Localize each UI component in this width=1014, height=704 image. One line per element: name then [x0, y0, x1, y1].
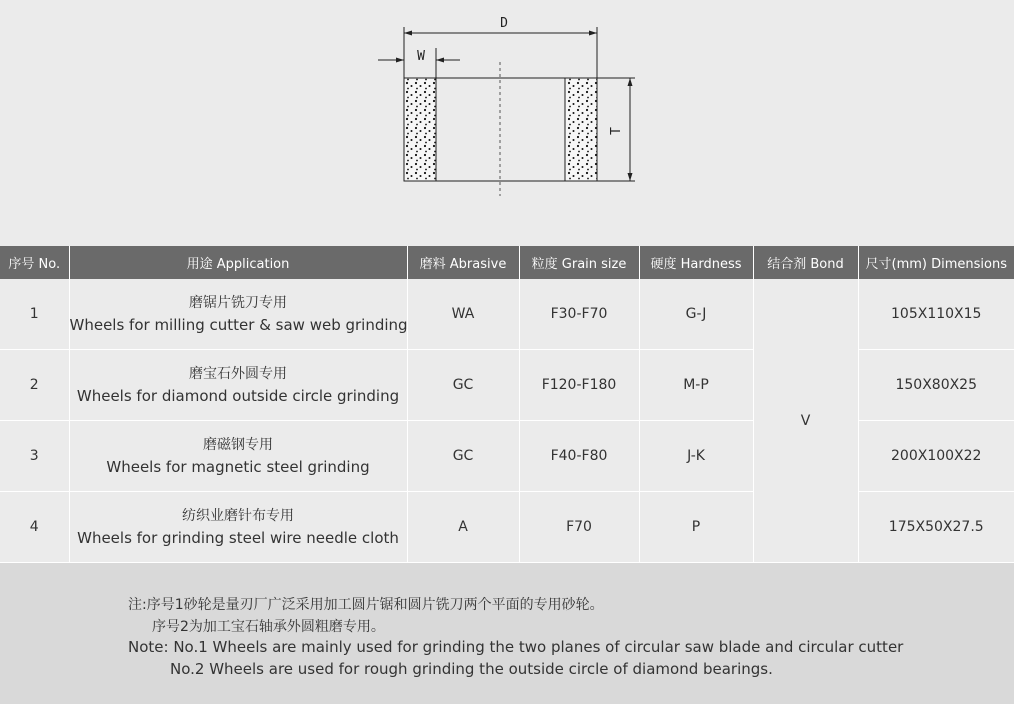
- cell-application: [69, 279, 407, 350]
- cell-application: [69, 350, 407, 421]
- cell-no: 1: [0, 279, 69, 350]
- note-en-line-1: Note: No.1 Wheels are mainly used for grinding the two planes of circular saw blade and circular cutter: [128, 638, 904, 656]
- t-arrow-top: [628, 78, 633, 86]
- table-row: [0, 421, 1014, 492]
- cell-grain-size: F40-F80: [519, 421, 639, 492]
- application-en: Wheels for diamond outside circle grinding: [76, 387, 400, 405]
- cell-grain-size: F120-F180: [519, 350, 639, 421]
- left-abrasive-section: [404, 78, 436, 181]
- cell-hardness: J-K: [639, 421, 753, 492]
- header-bond: 结合剂 Bond: [753, 246, 858, 279]
- note-en-line-2: No.2 Wheels are used for rough grinding the outside circle of diamond bearings.: [170, 660, 773, 678]
- table-row: [0, 492, 1014, 563]
- header-dimensions: 尺寸(mm) Dimensions: [858, 246, 1014, 279]
- t-arrow-bottom: [628, 173, 633, 181]
- cell-grain-size: F30-F70: [519, 279, 639, 350]
- cell-grain-size: F70: [519, 492, 639, 563]
- notes-section: [0, 563, 1014, 704]
- cell-abrasive: WA: [407, 279, 519, 350]
- table-row: [0, 350, 1014, 421]
- application-zh: 纺织业磨针布专用: [182, 508, 294, 524]
- cell-hardness: P: [639, 492, 753, 563]
- application-zh: 磨锯片铣刀专用: [189, 295, 287, 311]
- table-row: [0, 279, 1014, 350]
- header-abrasive: 磨料 Abrasive: [407, 246, 519, 279]
- w-arrow-right: [436, 58, 444, 63]
- cell-application: [69, 492, 407, 563]
- table-header-row: [0, 246, 1014, 279]
- cell-no: 2: [0, 350, 69, 421]
- application-en: Wheels for magnetic steel grinding: [106, 458, 370, 476]
- d-arrow-left: [404, 31, 412, 36]
- wheel-cross-section-diagram: [0, 0, 1014, 246]
- header-hardness: 硬度 Hardness: [639, 246, 753, 279]
- w-label: W: [417, 49, 425, 64]
- d-label: D: [500, 16, 508, 31]
- cell-dimensions: 150X80X25: [858, 350, 1014, 421]
- cell-dimensions: 200X100X22: [858, 421, 1014, 492]
- application-en: Wheels for milling cutter & saw web grinding: [69, 316, 408, 334]
- cell-abrasive: GC: [407, 421, 519, 492]
- application-en: Wheels for grinding steel wire needle cloth: [77, 529, 399, 547]
- note-zh-line-2: 序号2为加工宝石轴承外圆粗磨专用。: [152, 619, 385, 635]
- cell-abrasive: GC: [407, 350, 519, 421]
- w-arrow-left: [396, 58, 404, 63]
- cell-hardness: M-P: [639, 350, 753, 421]
- application-zh: 磨磁钢专用: [203, 437, 273, 453]
- specification-table: [0, 246, 1014, 563]
- header-no: 序号 No.: [0, 246, 69, 279]
- header-grain-size: 粒度 Grain size: [519, 246, 639, 279]
- cell-abrasive: A: [407, 492, 519, 563]
- cell-application: [69, 421, 407, 492]
- cell-dimensions: 105X110X15: [858, 279, 1014, 350]
- note-zh-line-1: 注:序号1砂轮是量刃厂广泛采用加工圆片锯和圆片铣刀两个平面的专用砂轮。: [128, 597, 604, 613]
- cell-no: 4: [0, 492, 69, 563]
- application-zh: 磨宝石外圆专用: [189, 366, 287, 382]
- cell-no: 3: [0, 421, 69, 492]
- cell-hardness: G-J: [639, 279, 753, 350]
- right-abrasive-section: [565, 78, 597, 181]
- header-application: 用途 Application: [69, 246, 407, 279]
- d-arrow-right: [589, 31, 597, 36]
- t-label: T: [609, 127, 624, 135]
- cell-bond: V: [753, 279, 858, 563]
- cell-dimensions: 175X50X27.5: [858, 492, 1014, 563]
